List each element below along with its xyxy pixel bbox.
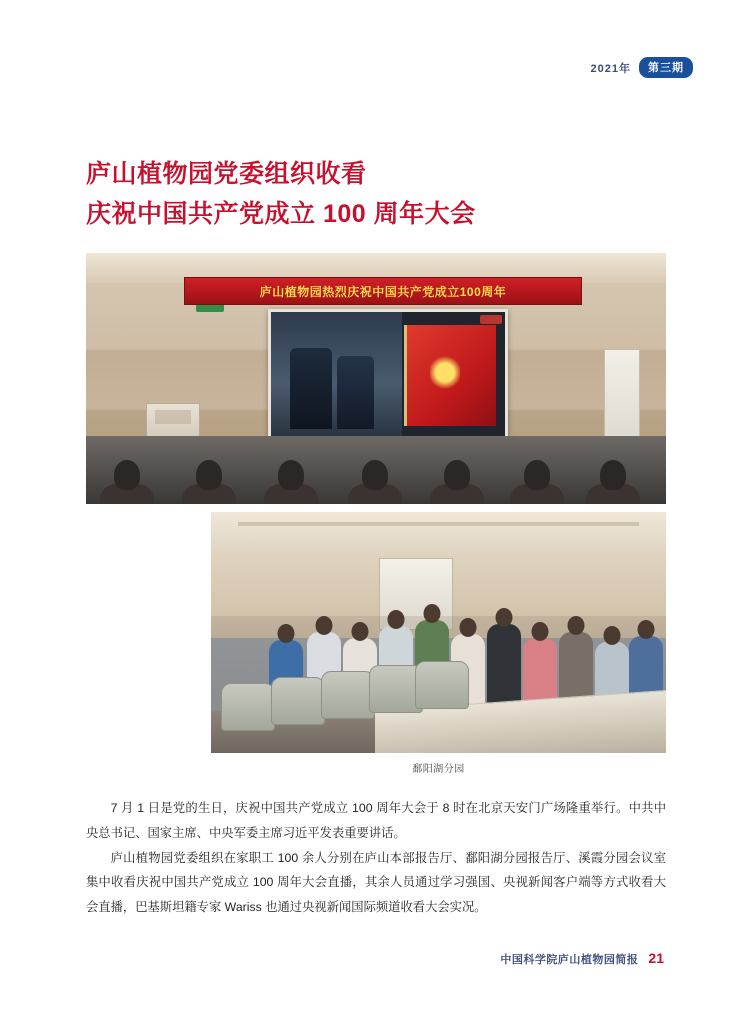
photo2-person-head [568,616,585,635]
photo2-caption: 鄱阳湖分园 [412,764,465,775]
conference-hall-live-broadcast-photo [86,253,666,504]
photo2-person-head [316,616,333,635]
photo1-banner-text: 庐山植物园热烈庆祝中国共产党成立100周年 [259,284,507,299]
header-issue-badge: 第三期 [639,57,693,78]
photo2-person-head [496,608,513,627]
photo1-audience-head [524,460,550,490]
photo2-chair-row [211,661,493,731]
article-paragraph-2: 庐山植物园党委组织在家职工 100 余人分别在庐山本部报告厅、鄱阳湖分园报告厅、溪霞分园会议室集中收看庆祝中国共产党成立 100 周年大会直播，其余人员通过学习强国、央视新闻客户端等方式收看大会直播，巴基斯坦籍专家 Wariss 也通过央视新闻国际频道收看大会实况。 [86,850,666,915]
photo2-person-head [638,620,655,639]
photo1-screen-figure-2 [337,356,374,429]
article-body [86,796,666,920]
photo2-person-head [388,610,405,629]
photo1-audience-head [600,460,626,490]
footer-page-number: 21 [648,950,664,966]
photo2-chair [321,671,375,719]
photo1-audience-rows [86,436,666,504]
photo2-person-head [278,624,295,643]
article-paragraph-1: 7 月 1 日是党的生日，庆祝中国共产党成立 100 周年大会于 8 时在北京天安门广场隆重举行。中共中央总书记、国家主席、中央军委主席习近平发表重要讲话。 [86,801,666,840]
photo1-screen-channel-logo [480,315,502,324]
photo2-person-head [352,622,369,641]
photo2-chair [221,683,275,731]
photo1-screen-flag [404,325,496,426]
photo2-person-head [424,604,441,623]
photo1-red-banner [184,277,582,305]
photo1-air-conditioner [604,349,640,447]
footer-source-label: 中国科学院庐山植物园简报 [500,954,639,966]
photo1-audience-head [278,460,304,490]
photo1-audience-head [362,460,388,490]
photo2-chair [415,661,469,709]
page-footer [500,950,664,967]
photo1-audience-head [196,460,222,490]
article-title-line-1: 庐山植物园党委组织收看 [86,159,367,188]
header-year: 2021年 [590,62,631,75]
photo2-chair [271,677,325,725]
article-title [86,154,666,235]
poyang-lake-branch-garden-audience-photo [211,512,666,753]
photo2-person-head [460,618,477,637]
photo1-audience-head [114,460,140,490]
page-header [591,57,693,78]
photo1-screen-figure-1 [290,348,332,429]
photo1-audience-head [444,460,470,490]
photo2-person-head [604,626,621,645]
article-title-line-2: 庆祝中国共产党成立 100 周年大会 [86,200,476,229]
photo1-projection-screen [268,309,508,445]
photo2-person-head [532,622,549,641]
